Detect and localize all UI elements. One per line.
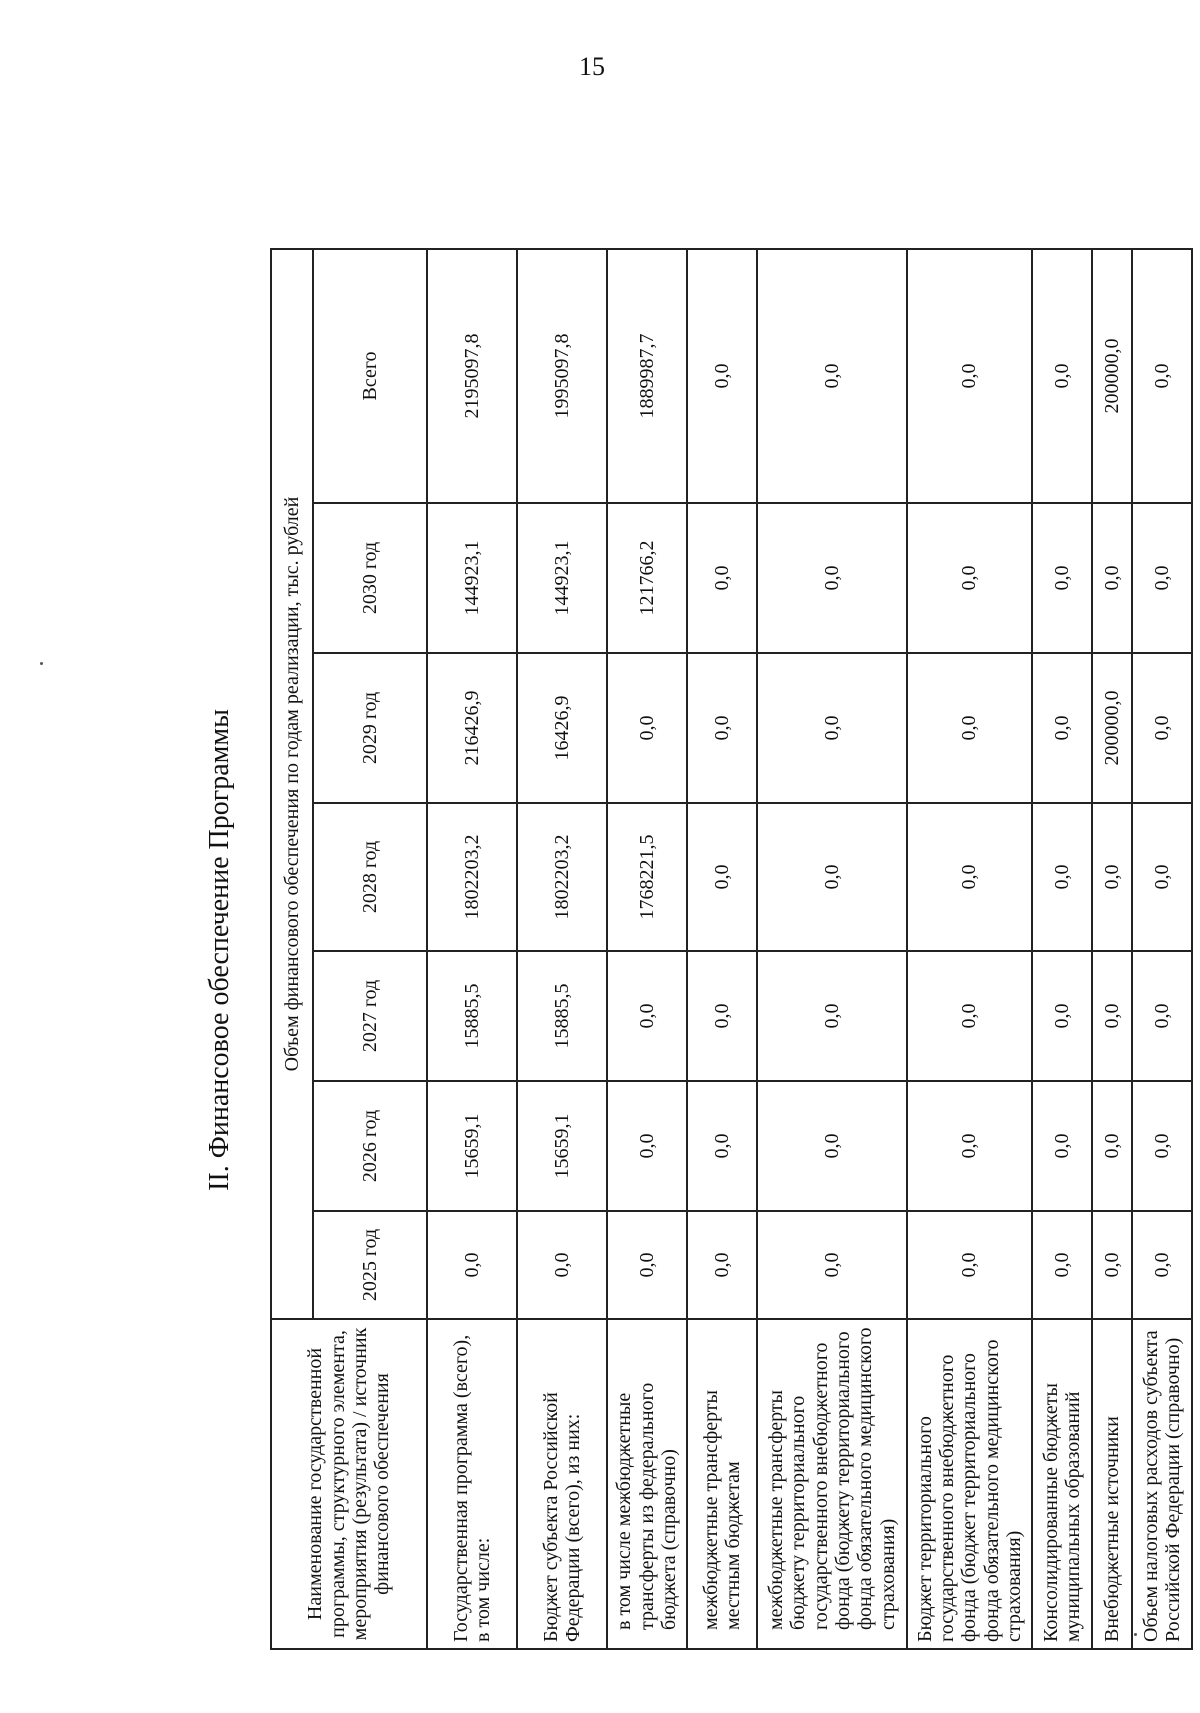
table-header-row xyxy=(271,249,313,1649)
cell-value: 0,0 xyxy=(1092,503,1132,653)
table-row xyxy=(607,249,687,1649)
cell-value: 2195097,8 xyxy=(427,249,517,503)
section-title: II. Финансовое обеспечение Программы xyxy=(204,709,235,1191)
name-column-header: Наименование государственной программы, структурного элемента, мероприятия (результата) / источник финансового обеспечения xyxy=(271,1319,427,1649)
cell-value: 0,0 xyxy=(687,653,757,803)
cell-value: 0,0 xyxy=(687,503,757,653)
row-name: Бюджет субъекта Российской Федерации (всего), из них: xyxy=(517,1319,607,1649)
cell-value: 200000,0 xyxy=(1092,249,1132,503)
cell-value: 0,0 xyxy=(607,1211,687,1319)
row-name: Объем налоговых расходов субъекта Российской Федерации (справочно) xyxy=(1132,1319,1192,1649)
cell-value: 0,0 xyxy=(757,503,907,653)
financing-table xyxy=(270,248,1193,1650)
cell-value: 0,0 xyxy=(1132,803,1192,951)
year-header: 2026 год xyxy=(313,1081,427,1211)
cell-value: 144923,1 xyxy=(517,503,607,653)
cell-value: 0,0 xyxy=(607,951,687,1081)
cell-value: 15659,1 xyxy=(427,1081,517,1211)
cell-value: 0,0 xyxy=(907,1211,1032,1319)
cell-value: 1802203,2 xyxy=(517,803,607,951)
cell-value: 0,0 xyxy=(687,249,757,503)
cell-value: 0,0 xyxy=(1032,249,1092,503)
cell-value: 0,0 xyxy=(757,249,907,503)
cell-value: 0,0 xyxy=(1032,503,1092,653)
cell-value: 0,0 xyxy=(1132,1211,1192,1319)
cell-value: 0,0 xyxy=(1032,1081,1092,1211)
cell-value: 0,0 xyxy=(757,653,907,803)
cell-value: 0,0 xyxy=(427,1211,517,1319)
rotated-content xyxy=(190,250,1184,1650)
cell-value: 15659,1 xyxy=(517,1081,607,1211)
row-name: Консолидированные бюджеты муниципальных образований xyxy=(1032,1319,1092,1649)
cell-value: 0,0 xyxy=(687,1081,757,1211)
year-header: 2027 год xyxy=(313,951,427,1081)
cell-value: 200000,0 xyxy=(1092,653,1132,803)
year-header: 2029 год xyxy=(313,653,427,803)
scan-speck xyxy=(40,662,43,665)
cell-value: 0,0 xyxy=(1092,951,1132,1081)
cell-value: 0,0 xyxy=(1092,1081,1132,1211)
cell-value: 0,0 xyxy=(1032,803,1092,951)
year-header: 2028 год xyxy=(313,803,427,951)
cell-value: 1802203,2 xyxy=(427,803,517,951)
cell-value: 0,0 xyxy=(907,803,1032,951)
cell-value: 0,0 xyxy=(907,503,1032,653)
cell-value: 144923,1 xyxy=(427,503,517,653)
cell-value: 0,0 xyxy=(687,1211,757,1319)
table-row xyxy=(1032,249,1092,1649)
table-row xyxy=(907,249,1032,1649)
cell-value: 0,0 xyxy=(1092,1211,1132,1319)
funding-group-header: Объем финансового обеспечения по годам реализации, тыс. рублей xyxy=(271,249,313,1319)
row-name: Бюджет территориального государственного внебюджетного фонда (бюджет территориального фонда обязательного медицинского страхования) xyxy=(907,1319,1032,1649)
table-row xyxy=(1132,249,1192,1649)
cell-value: 1768221,5 xyxy=(607,803,687,951)
cell-value: 0,0 xyxy=(1132,503,1192,653)
cell-value: 0,0 xyxy=(907,1081,1032,1211)
cell-value: 0,0 xyxy=(687,951,757,1081)
scan-speck xyxy=(1134,1633,1137,1636)
cell-value: 0,0 xyxy=(1092,803,1132,951)
cell-value: 216426,9 xyxy=(427,653,517,803)
row-name: межбюджетные трансферты местным бюджетам xyxy=(687,1319,757,1649)
year-header: 2030 год xyxy=(313,503,427,653)
cell-value: 16426,9 xyxy=(517,653,607,803)
cell-value: 0,0 xyxy=(757,803,907,951)
cell-value: 0,0 xyxy=(757,1081,907,1211)
table-row xyxy=(427,249,517,1649)
cell-value: 0,0 xyxy=(907,951,1032,1081)
row-name: Государственная программа (всего), в том числе: xyxy=(427,1319,517,1649)
cell-value: 1995097,8 xyxy=(517,249,607,503)
cell-value: 0,0 xyxy=(757,1211,907,1319)
cell-value: 0,0 xyxy=(1132,249,1192,503)
table-row xyxy=(1092,249,1132,1649)
cell-value: 0,0 xyxy=(687,803,757,951)
cell-value: 0,0 xyxy=(907,249,1032,503)
cell-value: 0,0 xyxy=(517,1211,607,1319)
cell-value: 0,0 xyxy=(1132,1081,1192,1211)
year-header: 2025 год xyxy=(313,1211,427,1319)
table-row xyxy=(517,249,607,1649)
cell-value: 0,0 xyxy=(607,653,687,803)
total-header: Всего xyxy=(313,249,427,503)
table-row xyxy=(757,249,907,1649)
cell-value: 1889987,7 xyxy=(607,249,687,503)
cell-value: 0,0 xyxy=(757,951,907,1081)
cell-value: 0,0 xyxy=(1032,951,1092,1081)
cell-value: 0,0 xyxy=(1132,951,1192,1081)
cell-value: 0,0 xyxy=(607,1081,687,1211)
table-row xyxy=(687,249,757,1649)
cell-value: 0,0 xyxy=(1032,1211,1092,1319)
cell-value: 0,0 xyxy=(1032,653,1092,803)
row-name: в том числе межбюджетные трансферты из федерального бюджета (справочно) xyxy=(607,1319,687,1649)
cell-value: 15885,5 xyxy=(517,951,607,1081)
cell-value: 0,0 xyxy=(1132,653,1192,803)
cell-value: 0,0 xyxy=(907,653,1032,803)
cell-value: 121766,2 xyxy=(607,503,687,653)
page-number: 15 xyxy=(579,52,605,81)
cell-value: 15885,5 xyxy=(427,951,517,1081)
row-name: Внебюджетные источники xyxy=(1092,1319,1132,1649)
row-name: межбюджетные трансферты бюджету территориального государственного внебюджетного фонда (бюджету территориального фонда обязательного медицинского страхования) xyxy=(757,1319,907,1649)
